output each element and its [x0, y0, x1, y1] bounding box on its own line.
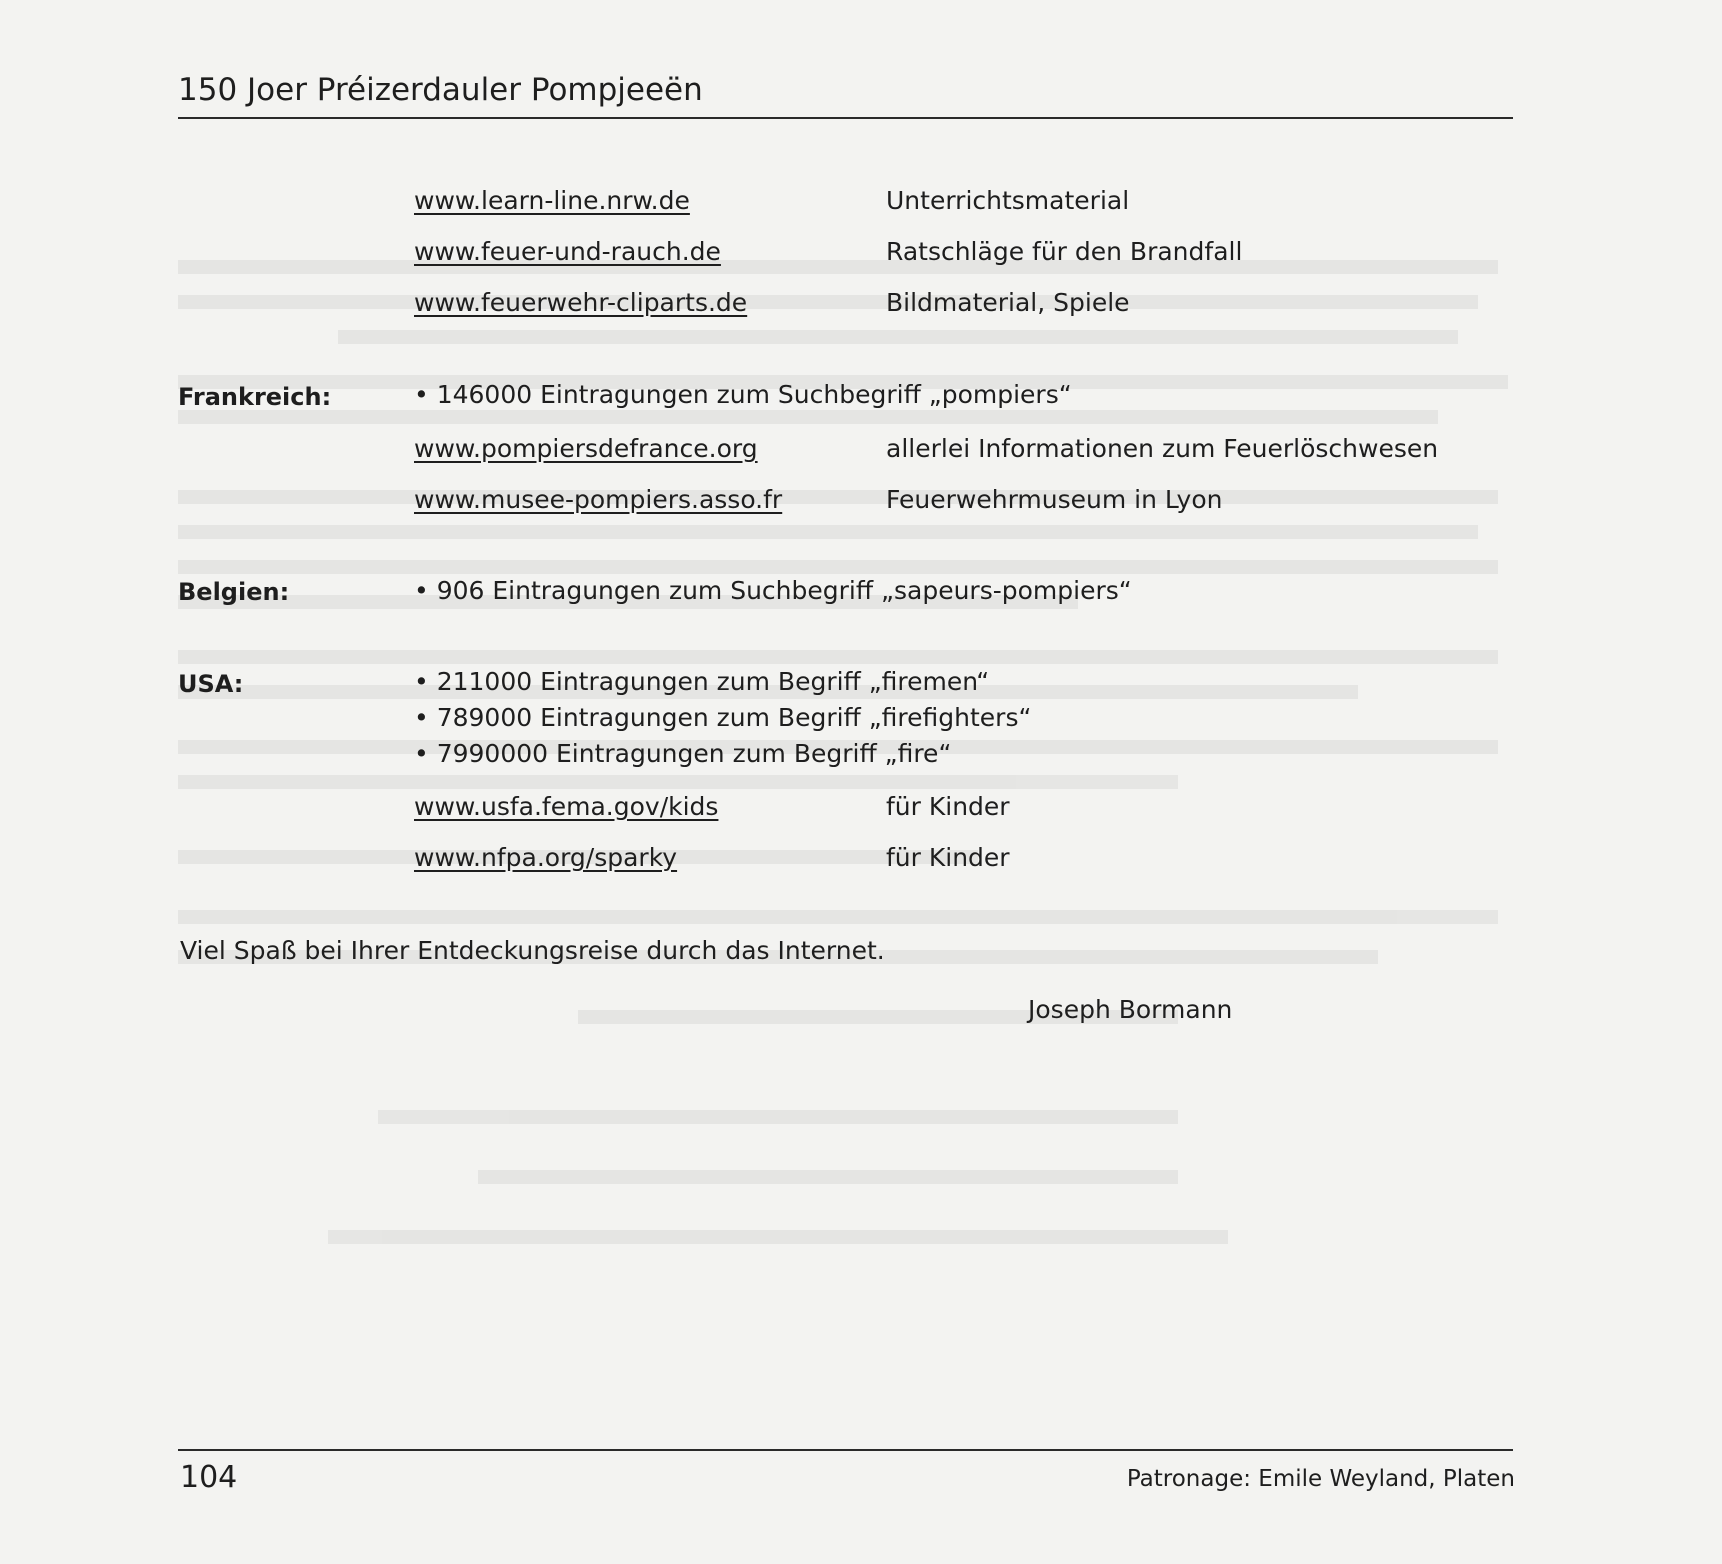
closing-sentence: Viel Spaß bei Ihrer Entdeckungsreise durch das Internet. [180, 936, 885, 965]
search-result-bullet: • 146000 Eintragungen zum Suchbegriff „pompiers“ [414, 380, 1072, 409]
search-result-bullet: • 211000 Eintragungen zum Begriff „firemen“ [414, 667, 990, 696]
link-musee-pompiers[interactable]: www.musee-pompiers.asso.fr [414, 485, 783, 514]
link-description: Feuerwehrmuseum in Lyon [886, 485, 1223, 514]
link-nfpa-sparky[interactable]: www.nfpa.org/sparky [414, 843, 678, 872]
link-description: Ratschläge für den Brandfall [886, 237, 1243, 266]
link-description: allerlei Informationen zum Feuerlöschwesen [886, 434, 1439, 463]
link-description: für Kinder [886, 843, 1010, 872]
link-feuer-und-rauch[interactable]: www.feuer-und-rauch.de [414, 237, 721, 266]
link-description: Unterrichtsmaterial [886, 186, 1130, 215]
link-usfa-kids[interactable]: www.usfa.fema.gov/kids [414, 792, 719, 821]
show-through-background [178, 250, 1518, 1410]
search-result-bullet: • 906 Eintragungen zum Suchbegriff „sapeurs-pompiers“ [414, 576, 1132, 605]
search-result-bullet: • 789000 Eintragungen zum Begriff „firefighters“ [414, 703, 1032, 732]
country-label-france: Frankreich: [178, 383, 332, 411]
running-header-title: 150 Joer Préizerdauler Pompjeeën [178, 72, 703, 108]
link-learn-line[interactable]: www.learn-line.nrw.de [414, 186, 690, 215]
footer-rule [178, 1449, 1513, 1451]
link-description: für Kinder [886, 792, 1010, 821]
country-label-usa: USA: [178, 670, 244, 698]
link-pompiersdefrance[interactable]: www.pompiersdefrance.org [414, 434, 758, 463]
search-result-bullet: • 7990000 Eintragungen zum Begriff „fire“ [414, 739, 952, 768]
country-label-belgium: Belgien: [178, 578, 290, 606]
header-rule [178, 117, 1513, 119]
page-number: 104 [180, 1460, 238, 1495]
link-description: Bildmaterial, Spiele [886, 288, 1130, 317]
patronage-credit: Patronage: Emile Weyland, Platen [1126, 1466, 1515, 1492]
link-feuerwehr-cliparts[interactable]: www.feuerwehr-cliparts.de [414, 288, 748, 317]
author-signature: Joseph Bormann [1028, 995, 1233, 1024]
